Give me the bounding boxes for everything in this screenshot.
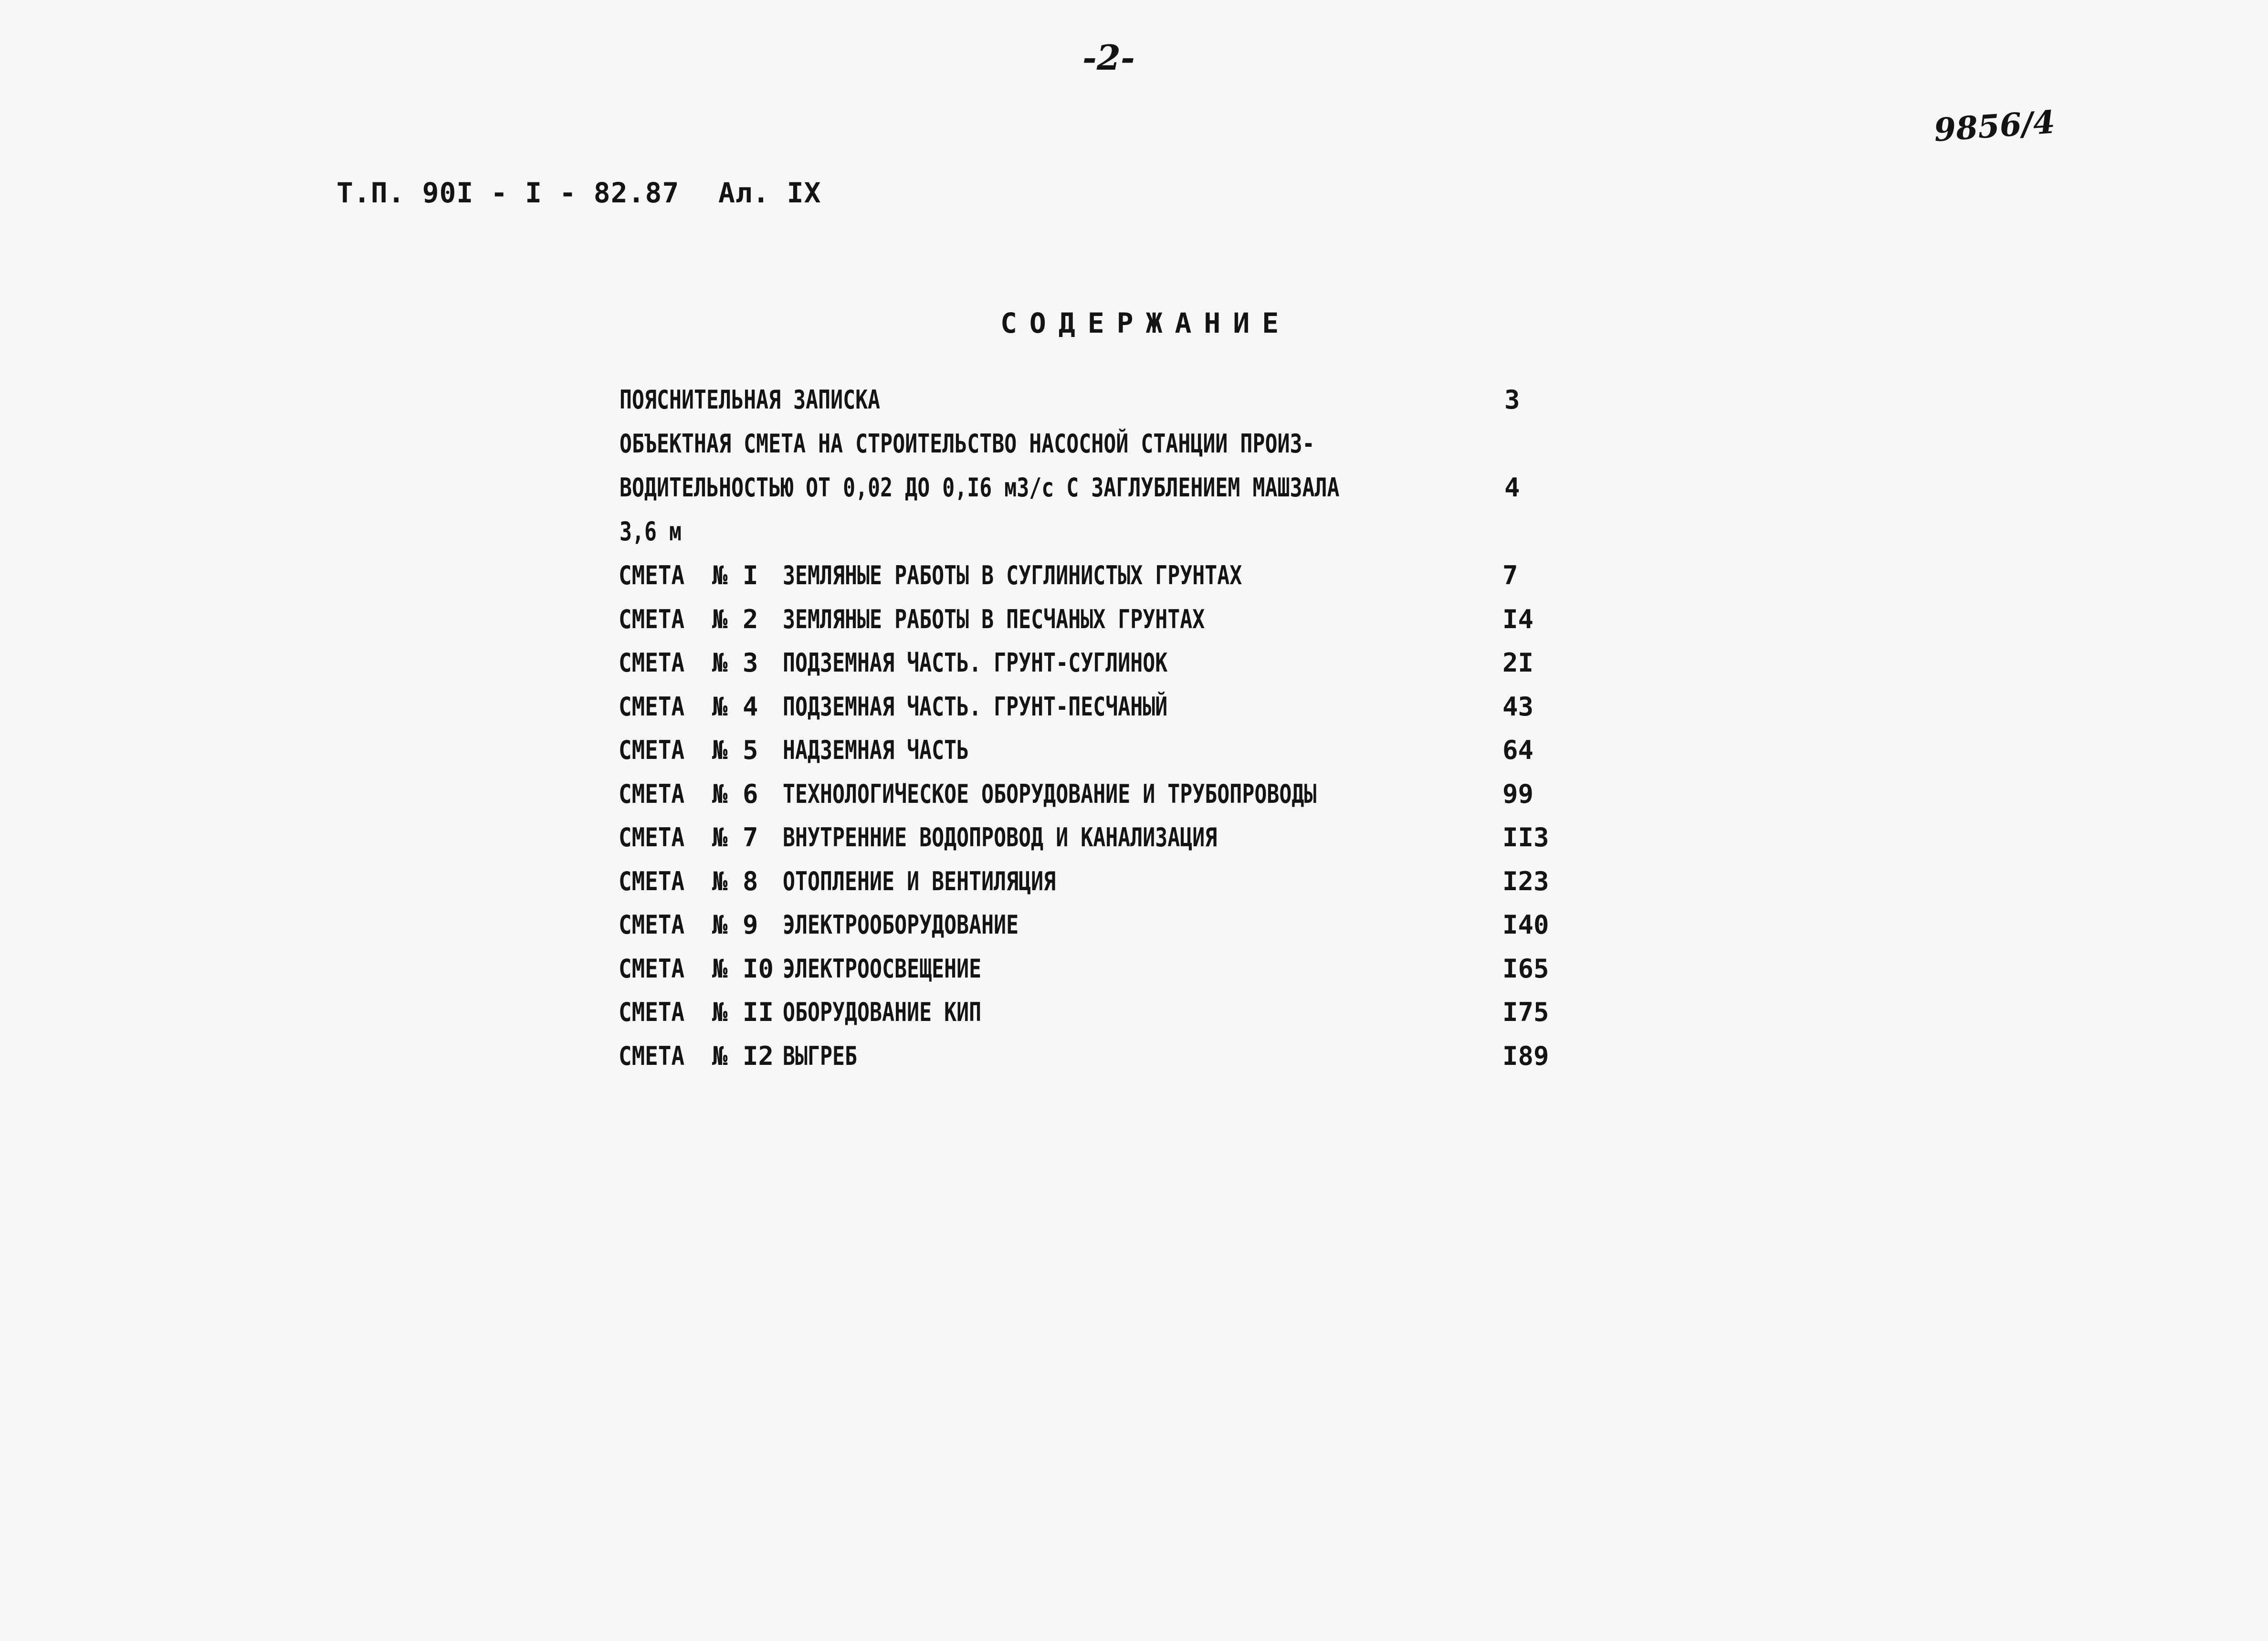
estimate-page: I23 <box>1502 866 1549 896</box>
estimate-label: СМЕТА <box>619 866 685 896</box>
estimate-number-sign: № <box>712 1041 728 1071</box>
estimate-number: 2 <box>743 604 758 634</box>
estimate-number-sign: № <box>712 822 728 852</box>
object-estimate-line-3: 3,6 м <box>620 516 682 547</box>
estimate-page: 2I <box>1502 648 1534 678</box>
estimate-number: I <box>743 560 758 590</box>
estimate-title: ЗЕМЛЯНЫЕ РАБОТЫ В ПЕСЧАНЫХ ГРУНТАХ <box>783 604 1205 634</box>
estimate-title: НАДЗЕМНАЯ ЧАСТЬ <box>783 735 969 765</box>
estimate-page: 7 <box>1502 560 1518 590</box>
estimate-number-sign: № <box>712 735 728 765</box>
estimate-number: I2 <box>743 1041 774 1071</box>
estimate-page: 99 <box>1502 779 1534 809</box>
document-code: Т.П. 90I - I - 82.87 <box>336 177 680 209</box>
estimate-number-sign: № <box>712 648 728 678</box>
estimate-label: СМЕТА <box>619 1041 685 1071</box>
estimate-number: 5 <box>743 735 758 765</box>
estimate-number-sign: № <box>712 604 728 634</box>
estimate-page: I89 <box>1502 1041 1549 1071</box>
estimate-number: 4 <box>743 692 758 722</box>
estimate-label: СМЕТА <box>619 604 685 634</box>
estimate-label: СМЕТА <box>619 648 685 678</box>
estimate-label: СМЕТА <box>619 997 685 1027</box>
estimate-number-sign: № <box>712 910 728 940</box>
estimate-label: СМЕТА <box>619 735 685 765</box>
estimate-page: II3 <box>1502 822 1549 852</box>
estimate-title: ТЕХНОЛОГИЧЕСКОЕ ОБОРУДОВАНИЕ И ТРУБОПРОВОДЫ <box>783 779 1317 809</box>
estimate-page: I65 <box>1502 954 1549 984</box>
estimate-number: 9 <box>743 910 758 940</box>
explanatory-note-page: 3 <box>1504 385 1520 415</box>
estimate-page: 43 <box>1502 692 1534 722</box>
estimate-label: СМЕТА <box>619 779 685 809</box>
estimate-number: 7 <box>743 822 758 852</box>
estimate-label: СМЕТА <box>619 910 685 940</box>
object-estimate-line-1: ОБЪЕКТНАЯ СМЕТА НА СТРОИТЕЛЬСТВО НАСОСНОЙ СТАНЦИИ ПРОИЗ- <box>620 429 1315 459</box>
object-estimate-page: 4 <box>1504 473 1520 503</box>
estimate-page: I75 <box>1502 997 1549 1027</box>
estimate-number-sign: № <box>712 692 728 722</box>
page-title: СОДЕРЖАНИЕ <box>1000 307 1292 339</box>
estimate-title: ПОДЗЕМНАЯ ЧАСТЬ. ГРУНТ-ПЕСЧАНЫЙ <box>783 692 1168 722</box>
estimate-page: 64 <box>1502 735 1534 765</box>
estimate-title: ВЫГРЕБ <box>783 1041 858 1071</box>
page-number: -2- <box>1082 37 1135 78</box>
estimate-label: СМЕТА <box>619 692 685 722</box>
album-number: Ал. IX <box>718 177 821 209</box>
estimate-title: ЗЕМЛЯНЫЕ РАБОТЫ В СУГЛИНИСТЫХ ГРУНТАХ <box>783 560 1242 590</box>
estimate-page: I4 <box>1502 604 1534 634</box>
estimate-number: II <box>743 997 774 1027</box>
estimate-title: ВНУТРЕННИЕ ВОДОПРОВОД И КАНАЛИЗАЦИЯ <box>783 822 1218 852</box>
estimate-number-sign: № <box>712 560 728 590</box>
estimate-number: 6 <box>743 779 758 809</box>
estimate-title: ЭЛЕКТРООБОРУДОВАНИЕ <box>783 910 1019 940</box>
estimate-number: I0 <box>743 954 774 984</box>
estimate-title: ОТОПЛЕНИЕ И ВЕНТИЛЯЦИЯ <box>783 866 1056 896</box>
estimate-number-sign: № <box>712 954 728 984</box>
estimate-number: 3 <box>743 648 758 678</box>
estimate-title: ПОДЗЕМНАЯ ЧАСТЬ. ГРУНТ-СУГЛИНОК <box>783 648 1168 678</box>
estimate-number-sign: № <box>712 866 728 896</box>
estimate-title: ЭЛЕКТРООСВЕЩЕНИЕ <box>783 954 982 984</box>
estimate-label: СМЕТА <box>619 560 685 590</box>
explanatory-note-title: ПОЯСНИТЕЛЬНАЯ ЗАПИСКА <box>620 385 881 415</box>
estimate-label: СМЕТА <box>619 954 685 984</box>
estimate-number-sign: № <box>712 997 728 1027</box>
estimate-label: СМЕТА <box>619 822 685 852</box>
archive-number: 9856/4 <box>1932 103 2057 149</box>
estimate-title: ОБОРУДОВАНИЕ КИП <box>783 997 982 1027</box>
estimate-number: 8 <box>743 866 758 896</box>
estimate-number-sign: № <box>712 779 728 809</box>
object-estimate-line-2: ВОДИТЕЛЬНОСТЬЮ ОТ 0,02 ДО 0,I6 м3/с С ЗАГЛУБЛЕНИЕМ МАШЗАЛА <box>620 473 1340 503</box>
estimate-page: I40 <box>1502 910 1549 940</box>
